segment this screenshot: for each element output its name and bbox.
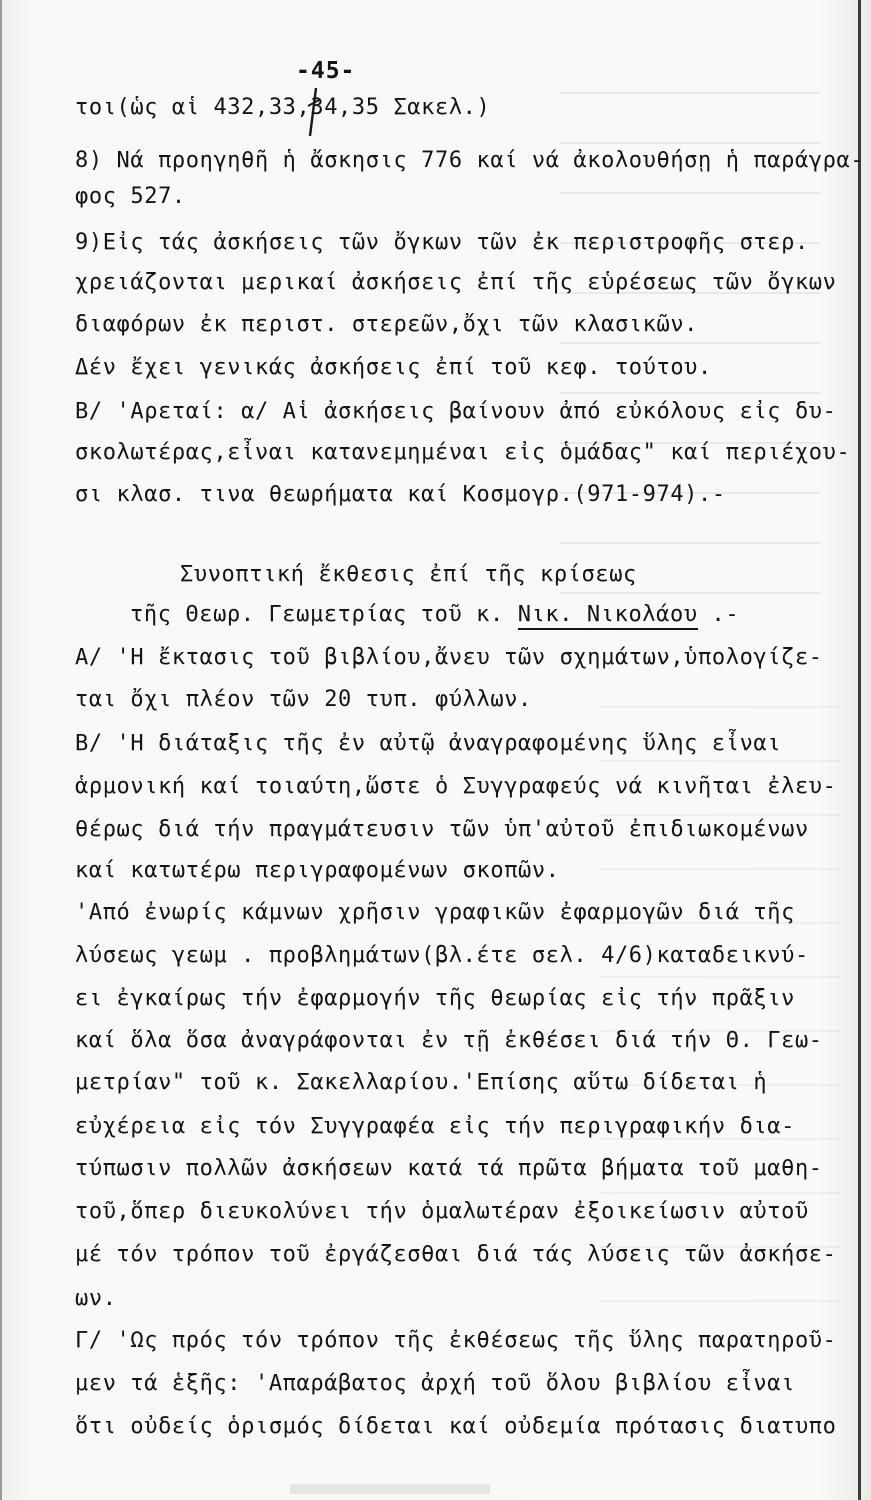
section-heading-line-2 (130, 600, 871, 630)
section-heading: Συνοπτική ἔκθεσις ἐπί τῆς κρίσεως (180, 562, 637, 587)
text-line: μετρίαν" τοῦ κ. Σακελλαρίου.'Επίσης αὕτω δίδεται ἡ (75, 1070, 768, 1095)
heading-suffix: .- (711, 602, 740, 627)
text-line: Γ/ 'Ως πρός τόν τρόπον τῆς ἐκθέσεως τῆς ὕλης παρατηροῦ- (75, 1328, 837, 1353)
text-line: χρειάζονται μερικαί ἀσκήσεις ἐπί τῆς εὑρέσεως τῶν ὄγκων (75, 270, 837, 295)
text-line: Α/ 'Η ἔκτασις τοῦ βιβλίου,ἄνευ τῶν σχημάτων,ὑπολογίζε- (75, 645, 823, 670)
text-line: σκολωτέρας,εἶναι κατανεμημέναι εἰς ὁμάδας" καί περιέχου- (75, 440, 851, 465)
bottom-scan-smudge (290, 1484, 490, 1494)
text-line: διαφόρων ἐκ περιστ. στερεῶν,ὄχι τῶν κλασικῶν. (75, 312, 699, 337)
text-line: 8) Νά προηγηθῆ ἡ ἄσκησις 776 καί νά ἀκολουθήσῃ ἡ παράγρα- (75, 148, 865, 173)
page-number: -45- (296, 58, 356, 84)
text-line: σι κλασ. τινα θεωρήματα καί Κοσμογρ.(971-974).- (75, 482, 726, 507)
text-line: μεν τά ἑξῆς: 'Απαράβατος ἀρχή τοῦ ὅλου βιβλίου εἶναι (75, 1371, 795, 1396)
text-line: εὐχέρεια εἰς τόν Συγγραφέα εἰς τήν περιγραφικήν δια- (75, 1114, 795, 1139)
text-line: καί ὅλα ὅσα ἀναγράφονται ἐν τῇ ἐκθέσει διά τήν Θ. Γεω- (75, 1028, 823, 1053)
text-line: ἁρμονική καί τοιαύτη,ὥστε ὁ Συγγραφεύς νά κινῆται ἐλευ- (75, 774, 837, 799)
text-line: τοι(ὡς αἱ 432,33,34,35 Σακελ.) (75, 95, 491, 120)
heading-prefix: τῆς Θεωρ. Γεωμετρίας τοῦ κ. (130, 602, 504, 627)
text-line: 'Από ἐνωρίς κάμνων χρῆσιν γραφικῶν ἐφαρμογῶν διά τῆς (75, 900, 795, 925)
text-line: ει ἐγκαίρως τήν ἐφαρμογήν τῆς θεωρίας εἰς τήν πρᾶξιν (75, 986, 795, 1011)
text-line: τύπωσιν πολλῶν ἀσκήσεων κατά τά πρῶτα βήματα τοῦ μαθη- (75, 1156, 823, 1181)
text-line: Β/ 'Η διάταξις τῆς ἐν αὐτῷ ἀναγραφομένης ὕλης εἶναι (75, 731, 782, 756)
text-line: Β/ 'Αρεταί: α/ Αἱ ἀσκήσεις βαίνουν ἀπό εὐκόλους εἰς δυ- (75, 399, 837, 424)
text-line: ὅτι οὐδείς ὁρισμός δίδεται καί οὐδεμία πρότασις διατυπο (75, 1414, 837, 1439)
author-name-underlined: Νικ. Νικολάου (518, 602, 698, 630)
text-line: Δέν ἔχει γενικάς ἀσκήσεις ἐπί τοῦ κεφ. τούτου. (75, 355, 712, 380)
text-line: 9)Εἰς τάς ἀσκήσεις τῶν ὄγκων τῶν ἐκ περιστροφῆς στερ. (75, 230, 809, 255)
text-line: ων. (75, 1286, 117, 1311)
text-line: τοῦ,ὅπερ διευκολύνει τήν ὁμαλωτέραν ἐξοικείωσιν αὐτοῦ (75, 1199, 809, 1224)
text-line: καί κατωτέρω περιγραφομένων σκοπῶν. (75, 858, 560, 883)
text-line: ται ὄχι πλέον τῶν 20 τυπ. φύλλων. (75, 687, 532, 712)
text-line: φος 527. (75, 184, 186, 209)
text-line: θέρως διά τήν πραγμάτευσιν τῶν ὑπ'αὐτοῦ ἐπιδιωκομένων (75, 817, 809, 842)
left-page-edge (0, 0, 2, 1500)
text-line: λύσεως γεωμ . προβλημάτων(βλ.έτε σελ. 4/6)καταδεικνύ- (75, 943, 809, 968)
text-line: μέ τόν τρόπον τοῦ ἐργάζεσθαι διά τάς λύσεις τῶν ἀσκήσε- (75, 1242, 837, 1267)
